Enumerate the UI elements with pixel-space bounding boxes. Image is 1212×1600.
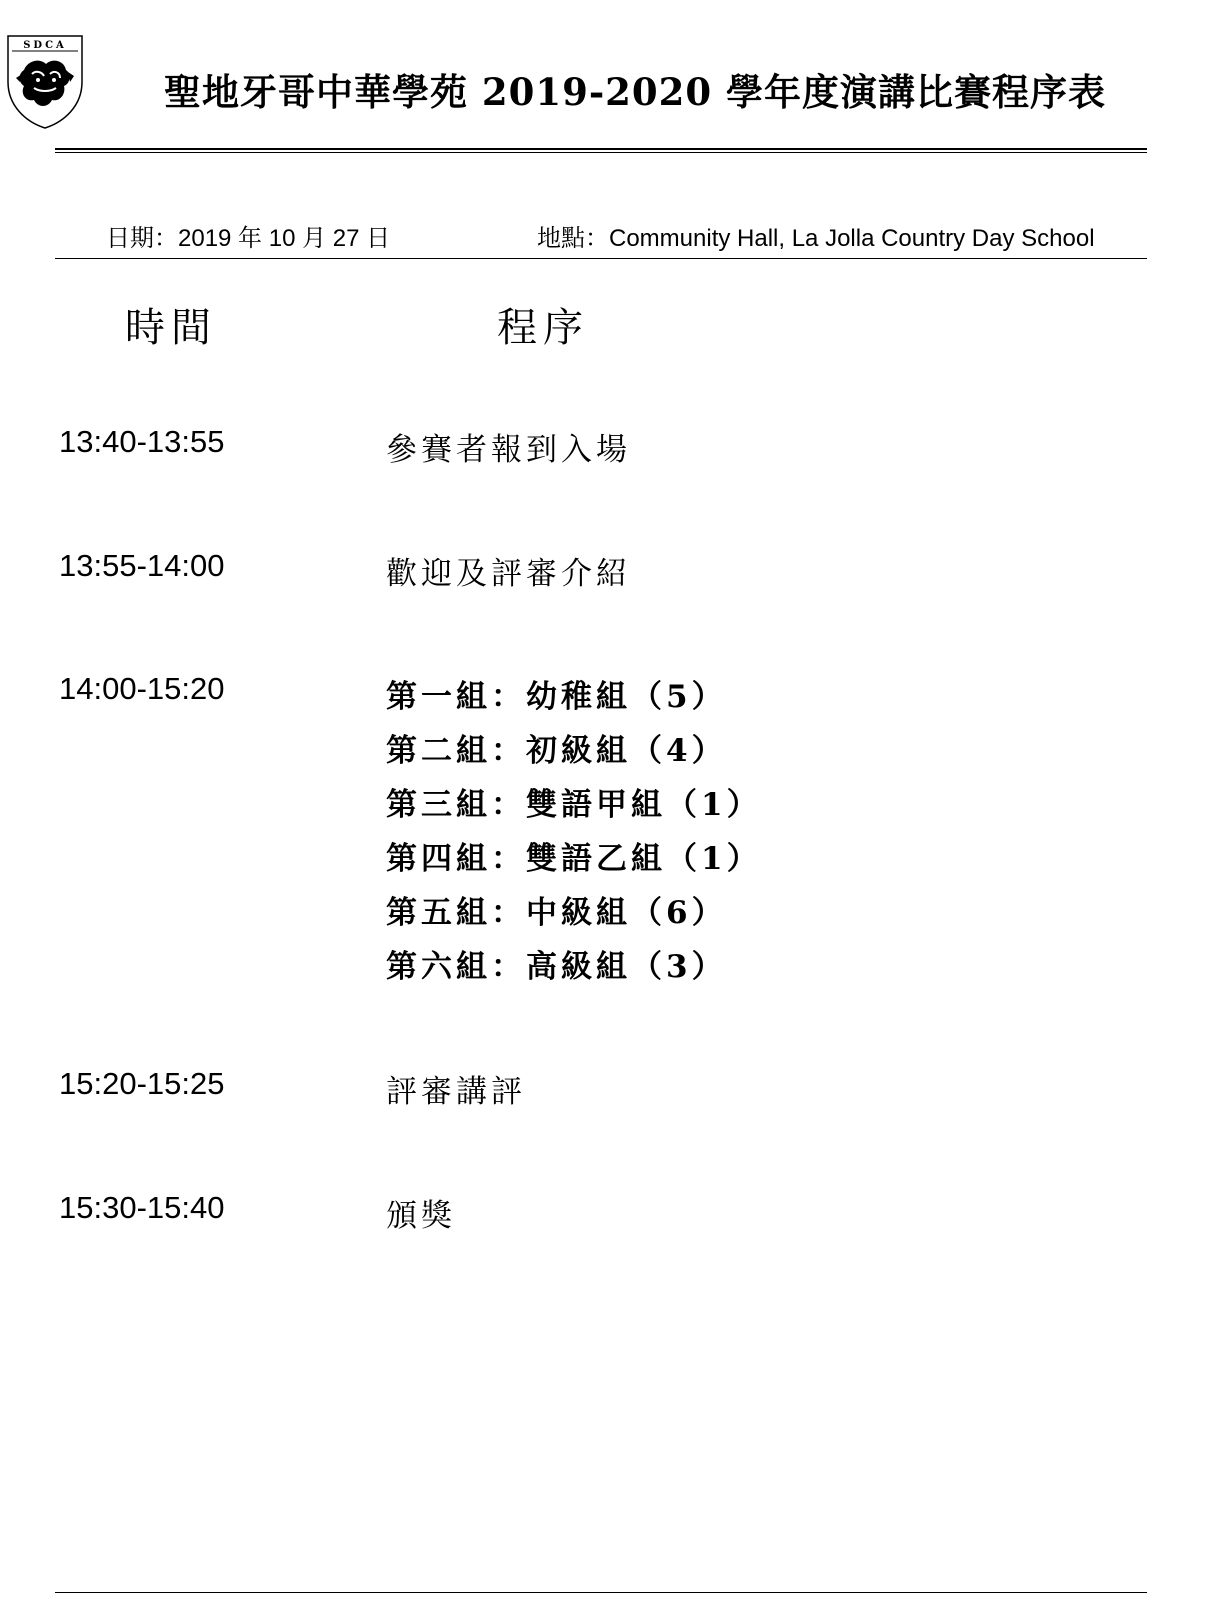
group-item: 第六組：高級組（3） xyxy=(386,949,727,985)
schedule-item: 參賽者報到入場 xyxy=(386,432,631,468)
logo-lettering: SDCA xyxy=(23,40,67,51)
header-divider xyxy=(55,148,1147,150)
group-item: 第四組：雙語乙組（1） xyxy=(386,841,762,877)
schedule-time: 13:55-14:00 xyxy=(59,548,225,583)
column-header-time: 時間 xyxy=(125,305,217,351)
column-header-program: 程序 xyxy=(497,305,589,351)
group-item: 第三組：雙語甲組（1） xyxy=(386,787,762,823)
schedule-item: 頒獎 xyxy=(386,1198,456,1234)
group-item: 第一組：幼稚組（5） xyxy=(386,679,727,715)
group-item: 第五組：中級組（6） xyxy=(386,895,727,931)
group-item: 第二組：初級組（4） xyxy=(386,733,727,769)
event-venue: 地點：Community Hall, La Jolla Country Day School xyxy=(537,225,1095,252)
schedule-time: 13:40-13:55 xyxy=(59,424,225,459)
info-divider xyxy=(55,258,1147,259)
event-date: 日期：2019 年 10 月 27 日 xyxy=(106,225,391,252)
schedule-time: 15:30-15:40 xyxy=(59,1190,225,1225)
school-logo xyxy=(4,30,86,130)
schedule-item: 歡迎及評審介紹 xyxy=(386,556,631,592)
footer-divider xyxy=(55,1592,1147,1593)
schedule-item: 評審講評 xyxy=(386,1074,526,1110)
schedule-time: 14:00-15:20 xyxy=(59,671,225,706)
header-divider-thin xyxy=(55,152,1147,153)
schedule-time: 15:20-15:25 xyxy=(59,1066,225,1101)
page-title: 聖地牙哥中華學苑 2019-2020 學年度演講比賽程序表 xyxy=(163,70,1107,114)
